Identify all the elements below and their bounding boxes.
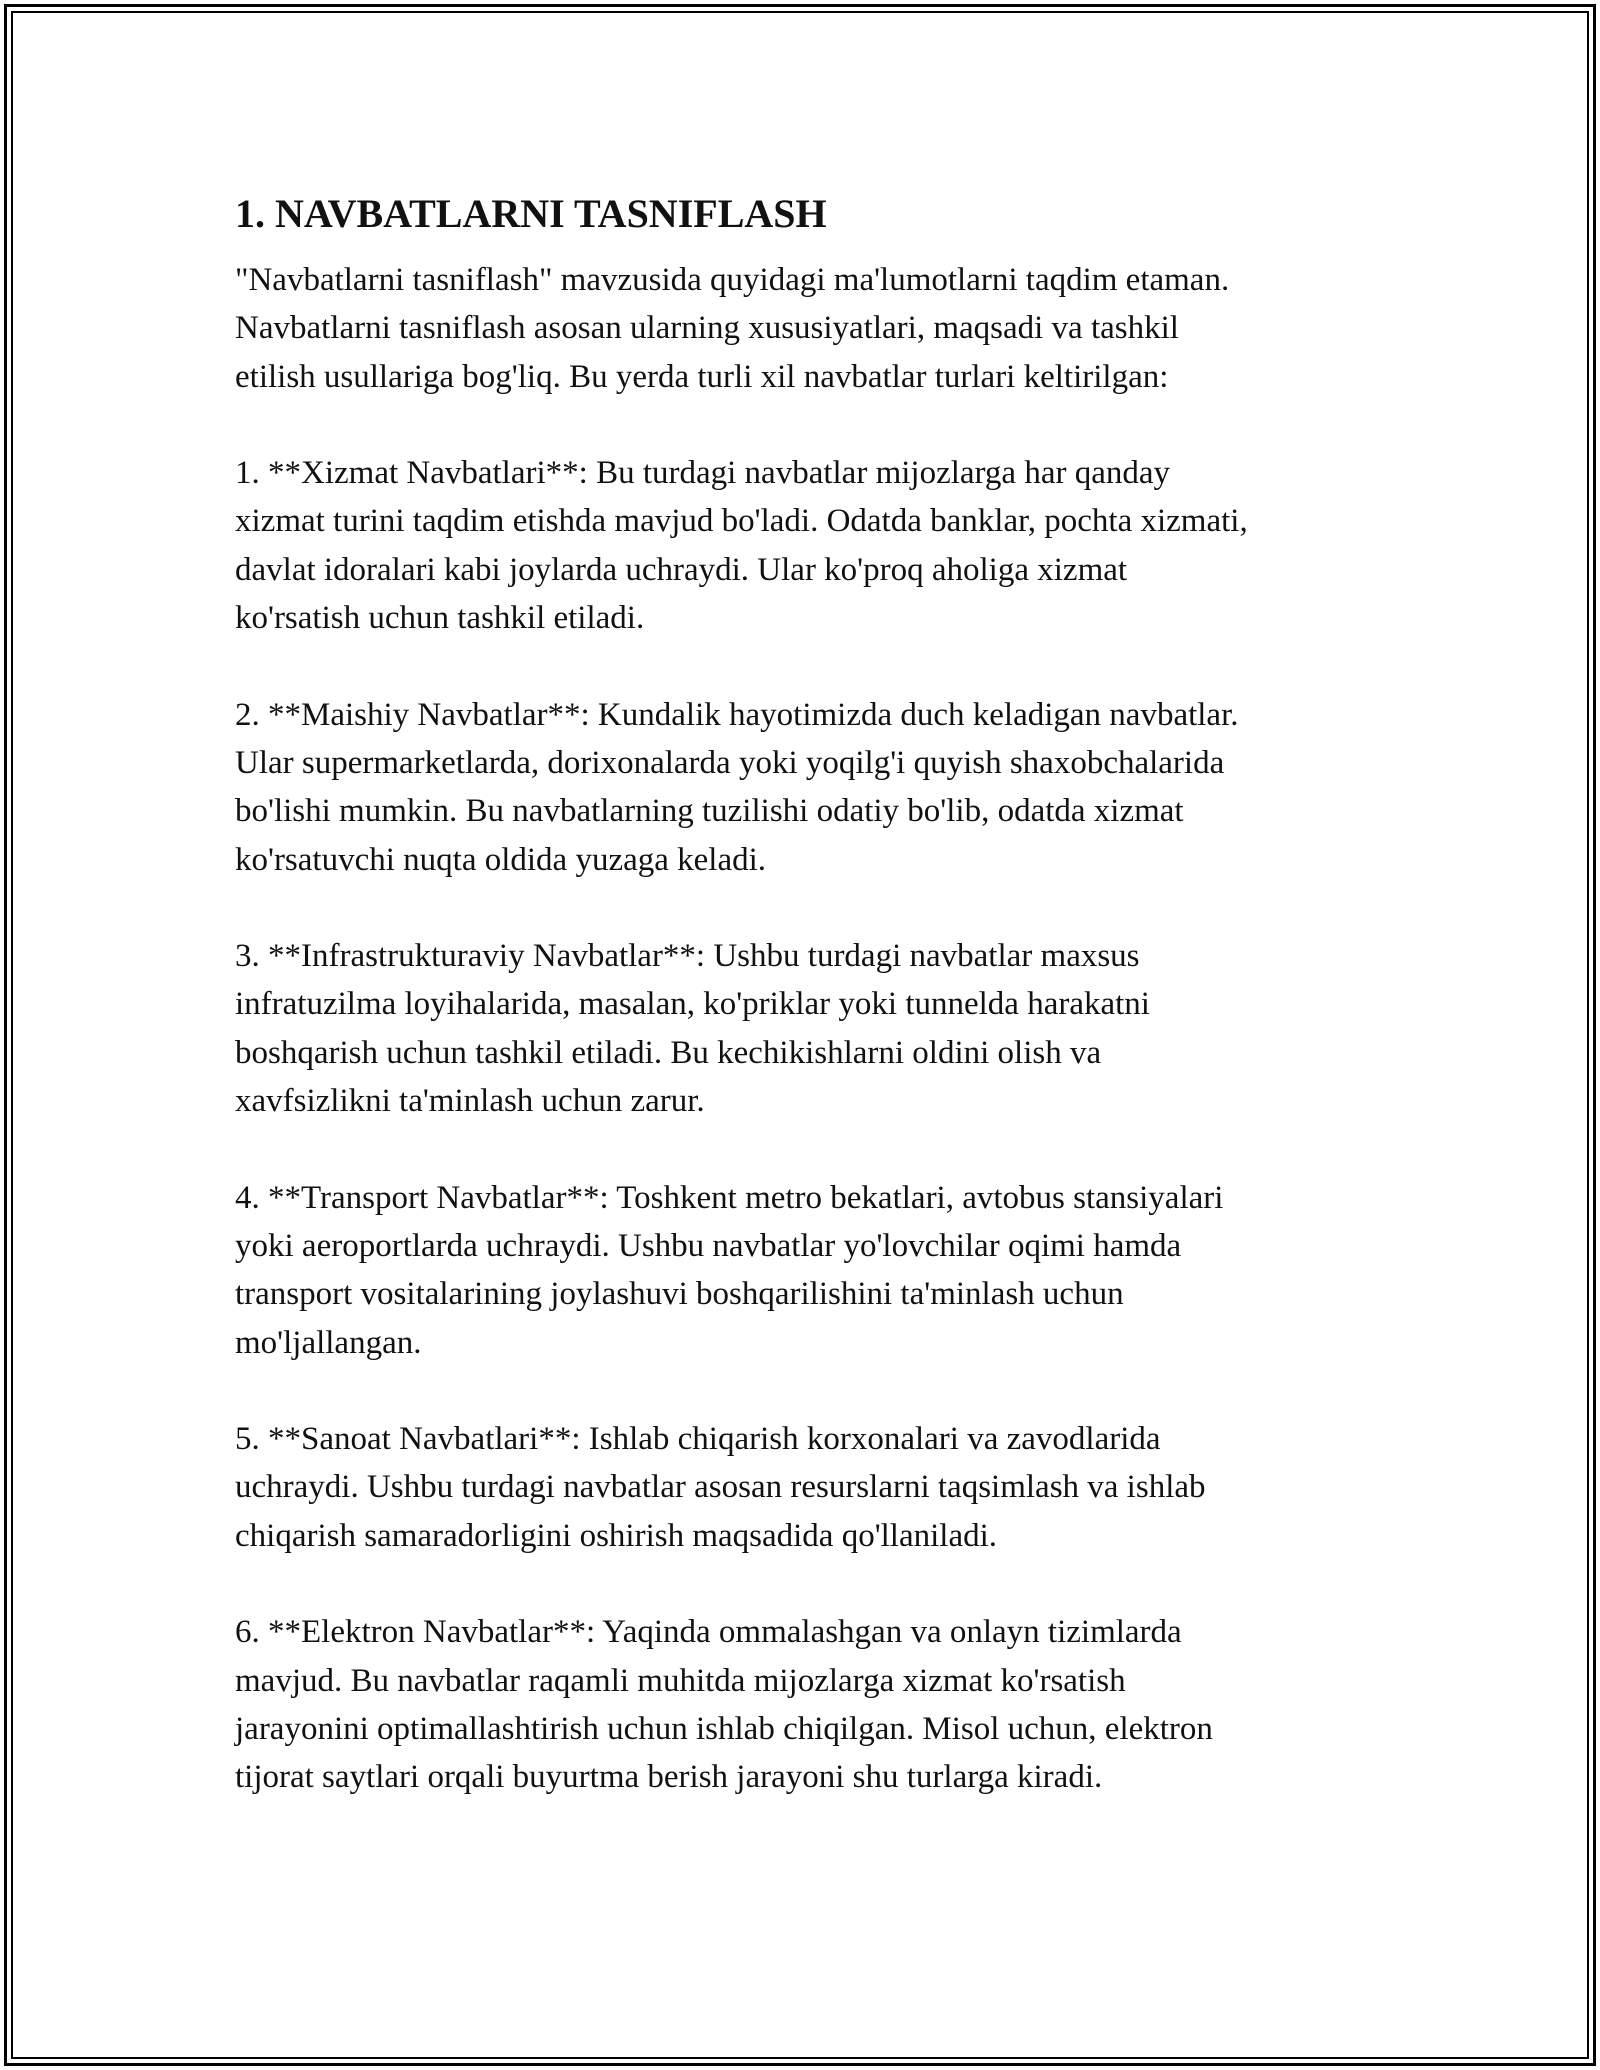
list-item-transport: 4. **Transport Navbatlar**: Toshkent metro bekatlari, avtobus stansiyalari yoki aeroportlarda uchraydi. Ushbu navbatlar yo'lovchilar oqimi hamda transport vositalarining joylashuvi boshqarilishini ta'minlash uchun mo'ljallangan.	[235, 1179, 1224, 1361]
list-item-elektron: 6. **Elektron Navbatlar**: Yaqinda ommalashgan va onlayn tizimlarda mavjud. Bu navbatlar raqamli muhitda mijozlarga xizmat ko'rsatish jarayonini optimallashtirish uchun ishlab chiqilgan. Misol uchun, elektron tijorat saytlari orqali buyurtma berish jarayoni shu turlarga kiradi.	[235, 1614, 1213, 1796]
list-item-maishiy: 2. **Maishiy Navbatlar**: Kundalik hayotimizda duch keladigan navbatlar. Ular supermarketlarda, dorixonalarda yoki yoqilg'i quyish shaxobchalarida bo'lishi mumkin. Bu navbatlarning tuzilishi odatiy bo'lib, odatda xizmat ko'rsatuvchi nuqta oldida yuzaga keladi.	[235, 696, 1239, 878]
list-item-sanoat: 5. **Sanoat Navbatlari**: Ishlab chiqarish korxonalari va zavodlarida uchraydi. Ushbu turdagi navbatlar asosan resurslarni taqsimlash va ishlab chiqarish samaradorligini oshirish maqsadida qo'llaniladi.	[235, 1421, 1206, 1554]
intro-paragraph: "Navbatlarni tasniflash" mavzusida quyidagi ma'lumotlarni taqdim etaman. Navbatlarni tasniflash asosan ularning xususiyatlari, maqsadi va tashkil etilish usullariga bog'liq. Bu yerda turli xil navbatlar turlari keltirilgan:	[235, 262, 1230, 395]
document-title: 1. NAVBATLARNI TASNIFLASH	[235, 191, 827, 236]
list-item-xizmat: 1. **Xizmat Navbatlari**: Bu turdagi navbatlar mijozlarga har qanday xizmat turini taqdim etishda mavjud bo'ladi. Odatda banklar, pochta xizmati, davlat idoralari kabi joylarda uchraydi. Ular ko'proq aholiga xizmat ko'rsatish uchun tashkil etiladi.	[235, 455, 1248, 637]
document-body	[235, 186, 1375, 1850]
list-item-infrastrukturaviy: 3. **Infrastrukturaviy Navbatlar**: Ushbu turdagi navbatlar maxsus infratuzilma loyihalarida, masalan, ko'priklar yoki tunnelda harakatni boshqarish uchun tashkil etiladi. Bu kechikishlarni oldini olish va xavfsizlikni ta'minlash uchun zarur.	[235, 938, 1150, 1120]
